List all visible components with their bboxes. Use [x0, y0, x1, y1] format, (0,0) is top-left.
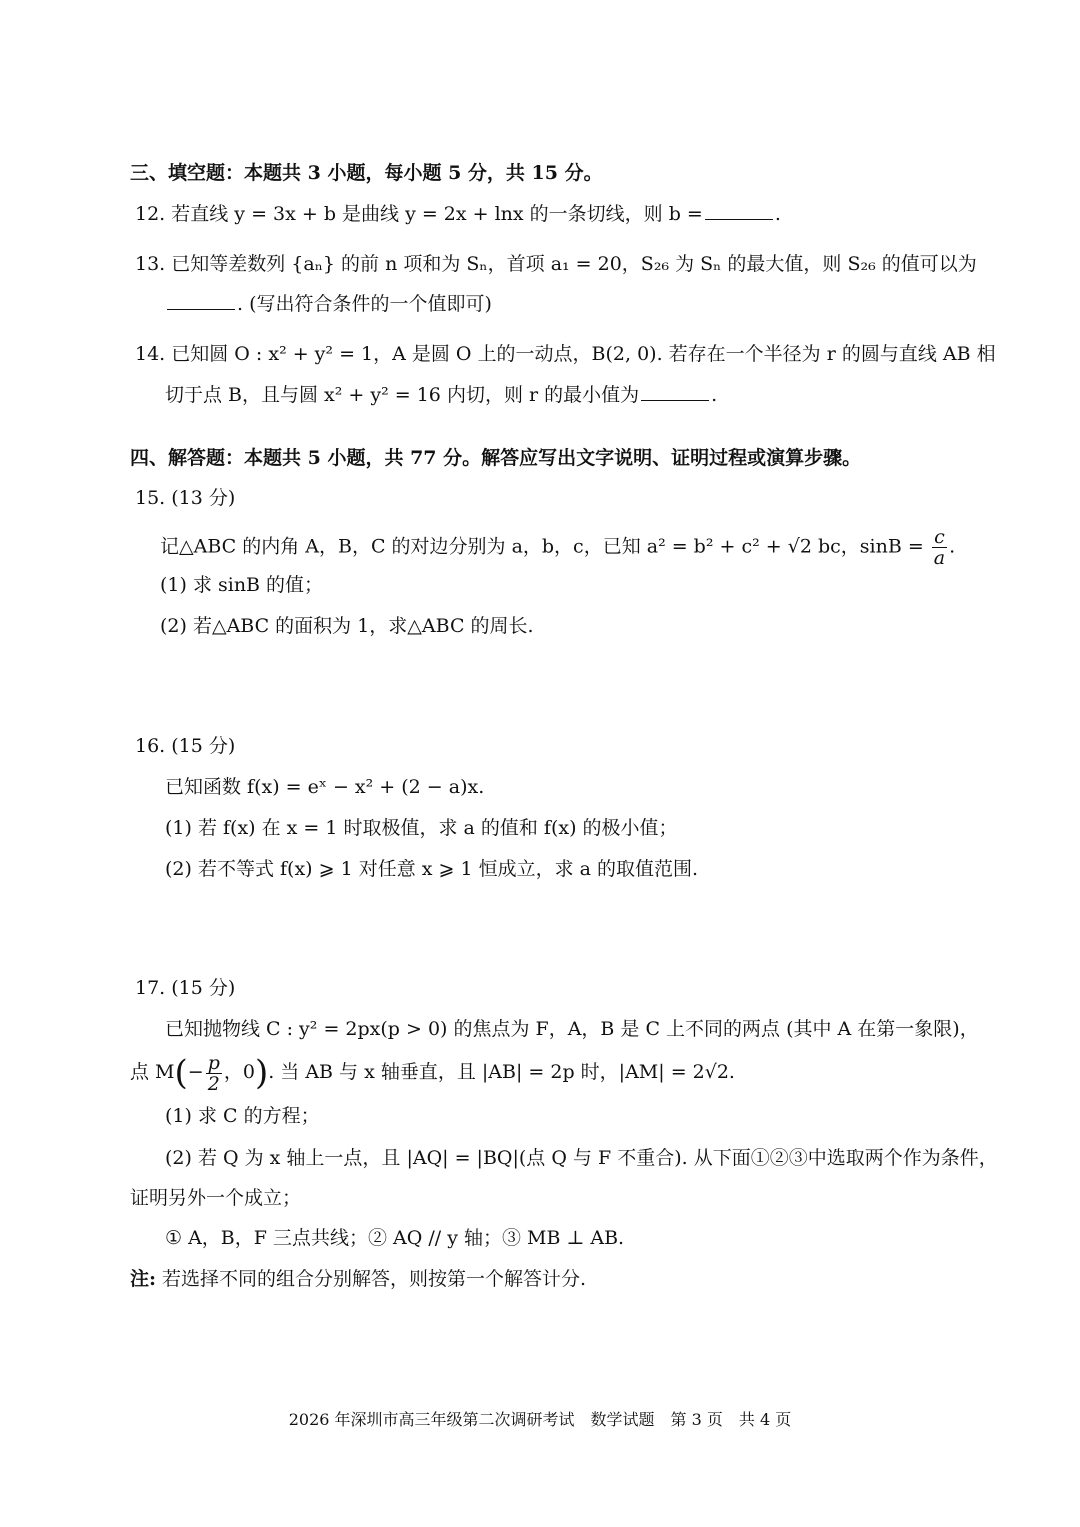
page-footer: 2026 年深圳市高三年级第二次调研考试 数学试题 第 3 页 共 4 页	[288, 1410, 792, 1429]
question-13-line-2	[165, 291, 492, 317]
q13-hint: . (写出符合条件的一个值即可)	[237, 293, 492, 315]
note-label: 注:	[130, 1268, 157, 1290]
frac-denominator: a	[933, 547, 946, 569]
question-16-stem: 已知函数 f(x) = eˣ − x² + (2 − a)x.	[165, 776, 485, 798]
question-17-part-2b: 证明另外一个成立；	[130, 1187, 302, 1209]
q15-stem-end: .	[949, 535, 956, 558]
answer-blank	[641, 382, 709, 401]
frac-denominator: 2	[207, 1072, 220, 1095]
minus-sign: −	[187, 1061, 204, 1083]
fraction-c-over-a	[932, 527, 947, 568]
question-17-stem-2	[130, 1052, 735, 1094]
question-17-title: 17. (15 分)	[135, 977, 236, 999]
question-17-note	[130, 1266, 586, 1292]
question-16-part-2: (2) 若不等式 f(x) ⩾ 1 对任意 x ⩾ 1 恒成立，求 a 的取值范围.	[165, 858, 699, 880]
question-14-line-2	[165, 382, 717, 408]
section-heading-answer: 四、解答题：本题共 5 小题，共 77 分。解答应写出文字说明、证明过程或演算步骤。	[130, 447, 862, 469]
q17-stem-2-text: . 当 AB 与 x 轴垂直，且 |AB| = 2p 时，|AM| = 2√2.	[268, 1061, 735, 1083]
q17-coord: ，0	[223, 1061, 255, 1083]
section-heading-fill-in: 三、填空题：本题共 3 小题，每小题 5 分，共 15 分。	[130, 162, 603, 184]
note-text: 若选择不同的组合分别解答，则按第一个解答计分.	[156, 1268, 587, 1290]
question-17-part-2a: (2) 若 Q 为 x 轴上一点，且 |AQ| = |BQ|(点 Q 与 F 不重合). 从下面①②③中选取两个作为条件，	[165, 1147, 998, 1169]
question-15-title: 15. (13 分)	[135, 487, 236, 509]
q12-text: 12. 若直线 y = 3x + b 是曲线 y = 2x + lnx 的一条切线，则 b =	[135, 203, 703, 225]
fraction-p-over-2	[206, 1053, 222, 1094]
question-14-line-1: 14. 已知圆 O : x² + y² = 1，A 是圆 O 上的一动点，B(2, 0). 若存在一个半径为 r 的圆与直线 AB 相	[135, 343, 996, 365]
frac-numerator: p	[207, 1051, 220, 1074]
answer-blank	[167, 291, 235, 310]
question-17-options: ① A，B，F 三点共线；② AQ // y 轴；③ MB ⊥ AB.	[165, 1227, 625, 1249]
answer-blank	[705, 201, 773, 220]
frac-numerator: c	[932, 527, 947, 548]
question-17-part-1: (1) 求 C 的方程；	[165, 1105, 320, 1127]
q14-end: .	[711, 384, 718, 406]
q12-end: .	[774, 203, 781, 225]
right-paren: )	[254, 1053, 269, 1093]
question-12	[135, 201, 781, 227]
q15-stem-text: 记△ABC 的内角 A，B，C 的对边分别为 a，b，c，已知 a² = b² + c² + √2 bc，sinB =	[160, 535, 924, 558]
question-16-title: 16. (15 分)	[135, 735, 236, 757]
question-15-stem	[160, 527, 955, 568]
question-13-line-1: 13. 已知等差数列 {aₙ} 的前 n 项和为 Sₙ，首项 a₁ = 20，S₂₆ 为 Sₙ 的最大值，则 S₂₆ 的值可以为	[135, 253, 977, 275]
question-15-part-2: (2) 若△ABC 的面积为 1，求△ABC 的周长.	[160, 615, 534, 637]
question-17-stem-1: 已知抛物线 C : y² = 2px(p > 0) 的焦点为 F，A，B 是 C 上不同的两点 (其中 A 在第一象限)，	[165, 1018, 979, 1040]
q17-point-m: 点 M	[130, 1061, 175, 1083]
left-paren: (	[174, 1053, 188, 1093]
question-16-part-1: (1) 若 f(x) 在 x = 1 时取极值，求 a 的值和 f(x) 的极小值；	[165, 817, 678, 839]
q14-text: 切于点 B，且与圆 x² + y² = 16 内切，则 r 的最小值为	[165, 384, 640, 406]
question-15-part-1: (1) 求 sinB 的值；	[160, 574, 324, 596]
